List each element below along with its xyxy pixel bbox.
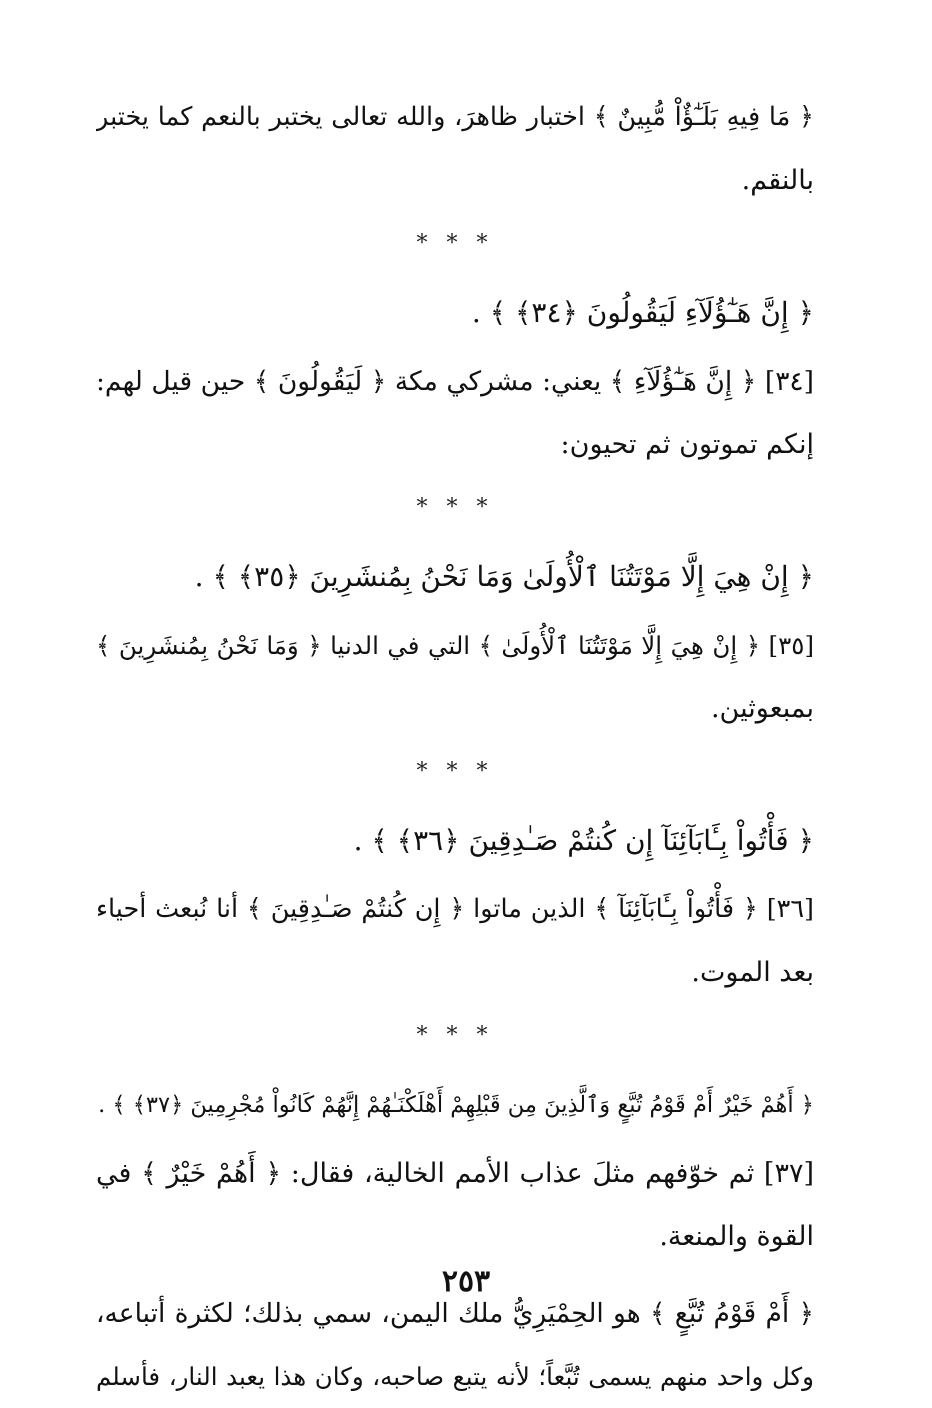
section-separator: * * * — [416, 759, 494, 784]
page-content — [96, 86, 814, 1408]
quran-verse: ﴿ إِنْ هِيَ إِلَّا مَوْتَتُنَا ٱلْأُولَىٰ وَمَا نَحْنُ بِمُنشَرِينَ ﴿٣٥﴾ ﴾ . — [194, 560, 814, 593]
page-number: ٢٥٣ — [441, 1264, 491, 1299]
section-separator: * * * — [416, 1023, 494, 1048]
section-separator: * * * — [416, 495, 494, 520]
text-line: بالنقم. — [741, 165, 814, 196]
commentary-paragraph — [96, 1282, 814, 1408]
commentary-paragraph — [96, 614, 814, 740]
text-line: [٣٦] ﴿ فَأْتُواْ بِـَٔابَآئِنَآ ﴾ الذين ماتوا ﴿ إِن كُنتُمْ صَـٰدِقِينَ ﴾ أنا نُبعث أحياء — [96, 894, 814, 924]
commentary-paragraph — [96, 878, 814, 1004]
text-line: وكل واحد منهم يسمى تُبَّعاً؛ لأنه يتبع صاحبه، وكان هذا يعبد النار، فأسلم — [96, 1362, 814, 1391]
text-line: ﴿ أَمْ قَوْمُ تُبَّعٍ ﴾ هو الحِمْيَرِيُّ ملك اليمن، سمي بذلك؛ لكثرة أتباعه، — [96, 1298, 814, 1329]
quran-verse: ﴿ أَهُمْ خَيْرٌ أَمْ قَوْمُ تُبَّعٍ وَٱلَّذِينَ مِن قَبْلِهِمْ أَهْلَكْنَـٰهُمْ إِنَّهُمْ كَانُواْ مُجْرِمِينَ ﴿٣٧﴾ ﴾ . — [98, 1092, 814, 1118]
commentary-paragraph — [96, 350, 814, 476]
text-line: القوة والمنعة. — [659, 1221, 814, 1252]
text-line: بعد الموت. — [691, 957, 814, 988]
text-line: [٣٤] ﴿ إِنَّ هَـٰٓؤُلَآءِ ﴾ يعني: مشركي مكة ﴿ لَيَقُولُونَ ﴾ حين قيل لهم: — [96, 366, 814, 397]
text-line: إنكم تموتون ثم تحيون: — [560, 429, 814, 460]
text-line: [٣٧] ثم خوّفهم مثلَ عذاب الأمم الخالية، فقال: ﴿ أَهُمْ خَيْرٌ ﴾ في — [96, 1158, 814, 1189]
text-line: ﴿ مَا فِيهِ بَلَـٰٓؤٌاْ مُّبِينٌ ﴾ اختبار ظاهرَ، والله تعالى يختبر بالنعم كما يختبر — [96, 102, 814, 132]
text-line: [٣٥] ﴿ إِنْ هِيَ إِلَّا مَوْتَتُنَا ٱلْأُولَىٰ ﴾ التي في الدنيا ﴿ وَمَا نَحْنُ بِمُنشَرِينَ ﴾ — [96, 631, 814, 660]
section-separator: * * * — [416, 231, 494, 256]
quran-verse: ﴿ إِنَّ هَـٰٓؤُلَآءِ لَيَقُولُونَ ﴿٣٤﴾ ﴾ . — [471, 296, 814, 329]
commentary-paragraph — [96, 1142, 814, 1268]
quran-verse: ﴿ فَأْتُواْ بِـَٔابَآئِنَآ إِن كُنتُمْ صَـٰدِقِينَ ﴿٣٦﴾ ﴾ . — [353, 824, 814, 857]
commentary-paragraph — [96, 86, 814, 212]
text-line: بمبعوثين. — [710, 693, 814, 724]
